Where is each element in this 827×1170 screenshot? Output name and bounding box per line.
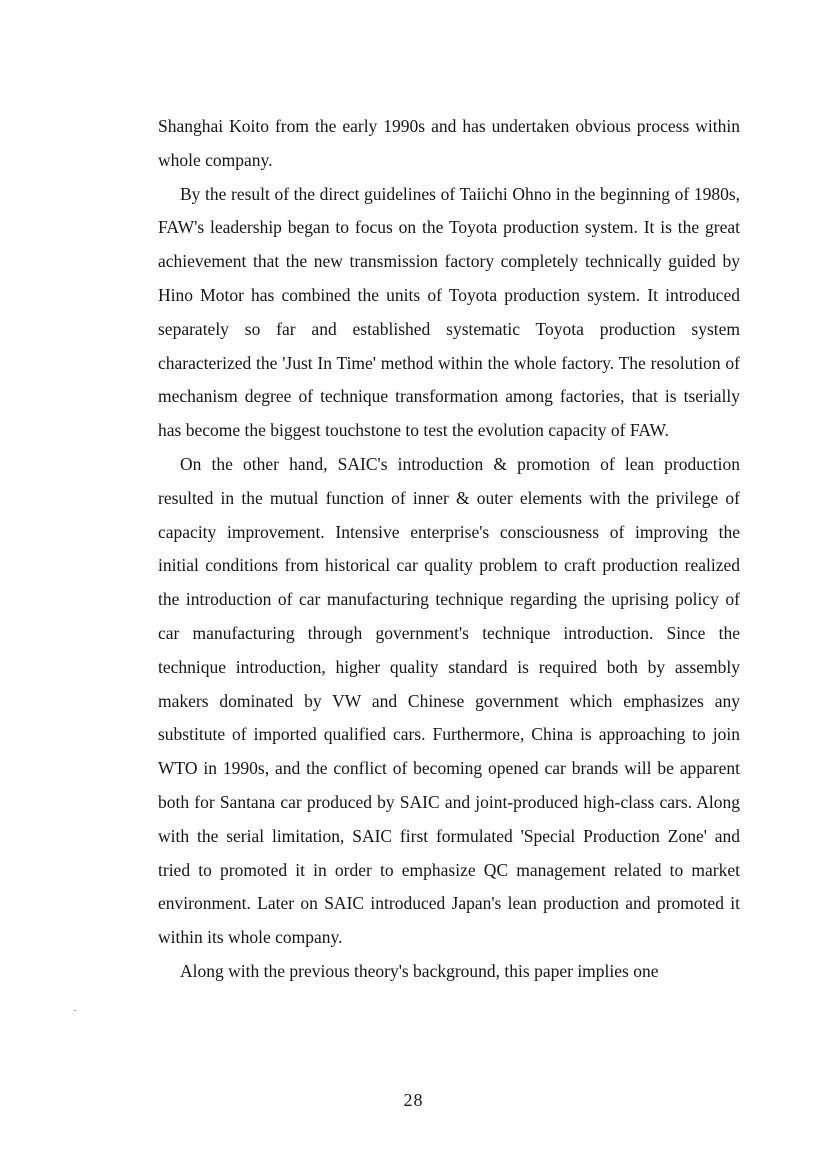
paragraph-faw: By the result of the direct guidelines of Taiichi Ohno in the beginning of 1980s, FAW's leadership began to focus on the Toyota production system. It is the great achievement that the new transmission factory completely technically guided by Hino Motor has combined the units of Toyota production system. It introduced separately so far and established systematic Toyota production system characterized the 'Just In Time' method within the whole factory. The resolution of mechanism degree of technique transformation among factories, that is tserially has become the biggest touchstone to test the evolution capacity of FAW. <box>158 183 740 441</box>
margin-speck <box>74 1010 76 1011</box>
paragraph-saic: On the other hand, SAIC's introduction & promotion of lean production resulted in the mutual function of inner & outer elements with the privilege of capacity improvement. Intensive enterprise's consciousness of improving the initial conditions from historical car quality problem to craft production realized the introduction of car manufacturing technique regarding the uprising policy of car manufacturing through government's technique introduction. Since the technique introduction, higher quality standard is required both by assembly makers dominated by VW and Chinese government which emphasizes any substitute of imported qualified cars. Furthermore, China is approaching to join WTO in 1990s, and the conflict of becoming opened car brands will be apparent both for Santana car produced by SAIC and joint-produced high-class cars. Along with the serial limitation, SAIC first formulated 'Special Production Zone' and tried to promoted it in order to emphasize QC management related to market environment. Later on SAIC introduced Japan's lean production and promoted it within its whole company. <box>158 453 740 948</box>
paragraph-continuation: Shanghai Koito from the early 1990s and has undertaken obvious process within whole company. <box>158 116 740 170</box>
page-number: 28 <box>403 1090 424 1110</box>
body-text <box>158 110 740 989</box>
paragraph-theory: Along with the previous theory's background, this paper implies one <box>180 960 659 981</box>
